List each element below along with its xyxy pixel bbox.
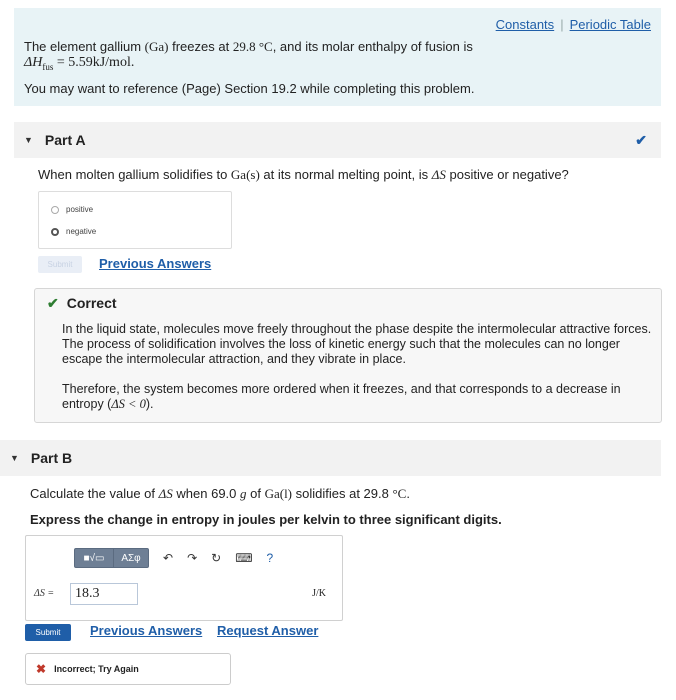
correct-feedback — [34, 288, 662, 423]
part-a-title: Part A — [44, 132, 86, 148]
question-text: positive or negative? — [445, 167, 569, 182]
radio-icon[interactable] — [51, 206, 59, 214]
check-icon: ✔ — [47, 295, 59, 311]
x-mark-icon: ✖ — [36, 662, 47, 676]
constants-link[interactable]: Constants — [495, 17, 555, 32]
feedback-paragraph-2 — [62, 382, 654, 412]
answer-entry-box — [25, 535, 343, 621]
delta-s: ΔS — [431, 167, 446, 182]
answer-input[interactable] — [70, 583, 138, 605]
templates-button[interactable]: ■√▭ — [74, 548, 114, 568]
delta-s: ΔS — [158, 486, 173, 501]
feedback-paragraph-1: In the liquid state, molecules move freely throughout the phase despite the intermolecular attractive forces. The process of solidification involves the loss of kinetic energy such that the molecules can no longer escape the intermolecular attraction, and they vibrate in place. — [62, 322, 652, 366]
enthalpy-value: = 5.59kJ/mol. — [53, 55, 135, 70]
redo-icon[interactable]: ↷ — [187, 551, 198, 565]
intro-text — [24, 39, 473, 55]
collapse-caret-icon: ▼ — [24, 135, 33, 145]
link-separator: | — [560, 17, 564, 32]
reset-icon[interactable]: ↻ — [211, 551, 222, 565]
feedback-title-text: Correct — [66, 295, 117, 311]
question-text: When molten gallium solidifies to — [38, 167, 231, 182]
periodic-table-link[interactable]: Periodic Table — [569, 17, 651, 32]
part-a-header[interactable] — [14, 122, 661, 158]
reference-text: You may want to reference (Page) Section 19.2 while completing this problem. — [24, 81, 475, 96]
checkmark-icon: ✔ — [635, 132, 647, 148]
question-text: at its normal melting point, is — [259, 167, 432, 182]
problem-intro-panel — [14, 8, 661, 106]
feedback-text: Therefore, the system becomes more ordered when it freezes, and that corresponds to a decrease in entropy ( — [62, 382, 621, 411]
celsius-unit: °C — [392, 486, 407, 501]
feedback-title — [47, 295, 117, 312]
incorrect-text: Incorrect; Try Again — [54, 664, 139, 674]
option-positive[interactable] — [51, 205, 93, 214]
question-text: when 69.0 — [172, 486, 240, 501]
undo-icon[interactable]: ↶ — [163, 551, 174, 565]
question-text: Calculate the value of — [30, 486, 159, 501]
answer-label: ΔS = — [34, 588, 55, 599]
math-toolbar — [74, 548, 273, 568]
fus-subscript: fus — [42, 61, 54, 72]
feedback-text: ). — [145, 397, 154, 411]
part-b-instruction: Express the change in entropy in joules per kelvin to three significant digits. — [30, 512, 502, 527]
help-icon[interactable]: ? — [266, 551, 274, 565]
option-negative[interactable] — [51, 227, 96, 236]
question-text: of — [246, 486, 265, 501]
delta-s-inequality: ΔS < 0 — [111, 397, 146, 411]
enthalpy-equation — [24, 55, 134, 72]
part-b-question — [30, 486, 410, 502]
part-b-submit-button[interactable]: Submit — [25, 624, 71, 641]
gallium-liquid: Ga(l) — [264, 486, 293, 501]
freezing-temp: 29.8 °C — [232, 39, 273, 54]
part-a-question — [38, 167, 569, 183]
delta-h: ΔH — [24, 55, 43, 70]
option-label: negative — [66, 227, 97, 236]
gallium-solid: Ga(s) — [230, 167, 260, 182]
keyboard-icon[interactable]: ⌨ — [235, 551, 253, 565]
request-answer-link[interactable]: Request Answer — [217, 623, 319, 638]
intro-text-part: The element gallium — [24, 39, 145, 54]
intro-text-part: , and its molar enthalpy of fusion is — [272, 39, 473, 54]
question-text: solidifies at 29.8 — [292, 486, 393, 501]
answer-options — [38, 191, 232, 249]
radio-selected-icon[interactable] — [51, 228, 59, 236]
intro-text-part: freezes at — [168, 39, 233, 54]
part-b-title: Part B — [30, 450, 73, 466]
incorrect-feedback — [25, 653, 231, 685]
option-label: positive — [66, 205, 94, 214]
top-links — [496, 17, 651, 32]
part-b-header[interactable] — [0, 440, 661, 476]
gallium-symbol: (Ga) — [144, 39, 169, 54]
part-b-previous-answers-link[interactable]: Previous Answers — [90, 623, 203, 638]
question-text: . — [406, 486, 410, 501]
part-a-submit-button[interactable]: Submit — [38, 256, 82, 273]
collapse-caret-icon: ▼ — [10, 453, 19, 463]
grams-unit: g — [240, 486, 247, 501]
greek-symbols-button[interactable]: ΑΣφ — [113, 548, 149, 568]
unit-label: J/K — [312, 588, 326, 599]
part-a-previous-answers-link[interactable]: Previous Answers — [99, 256, 212, 271]
